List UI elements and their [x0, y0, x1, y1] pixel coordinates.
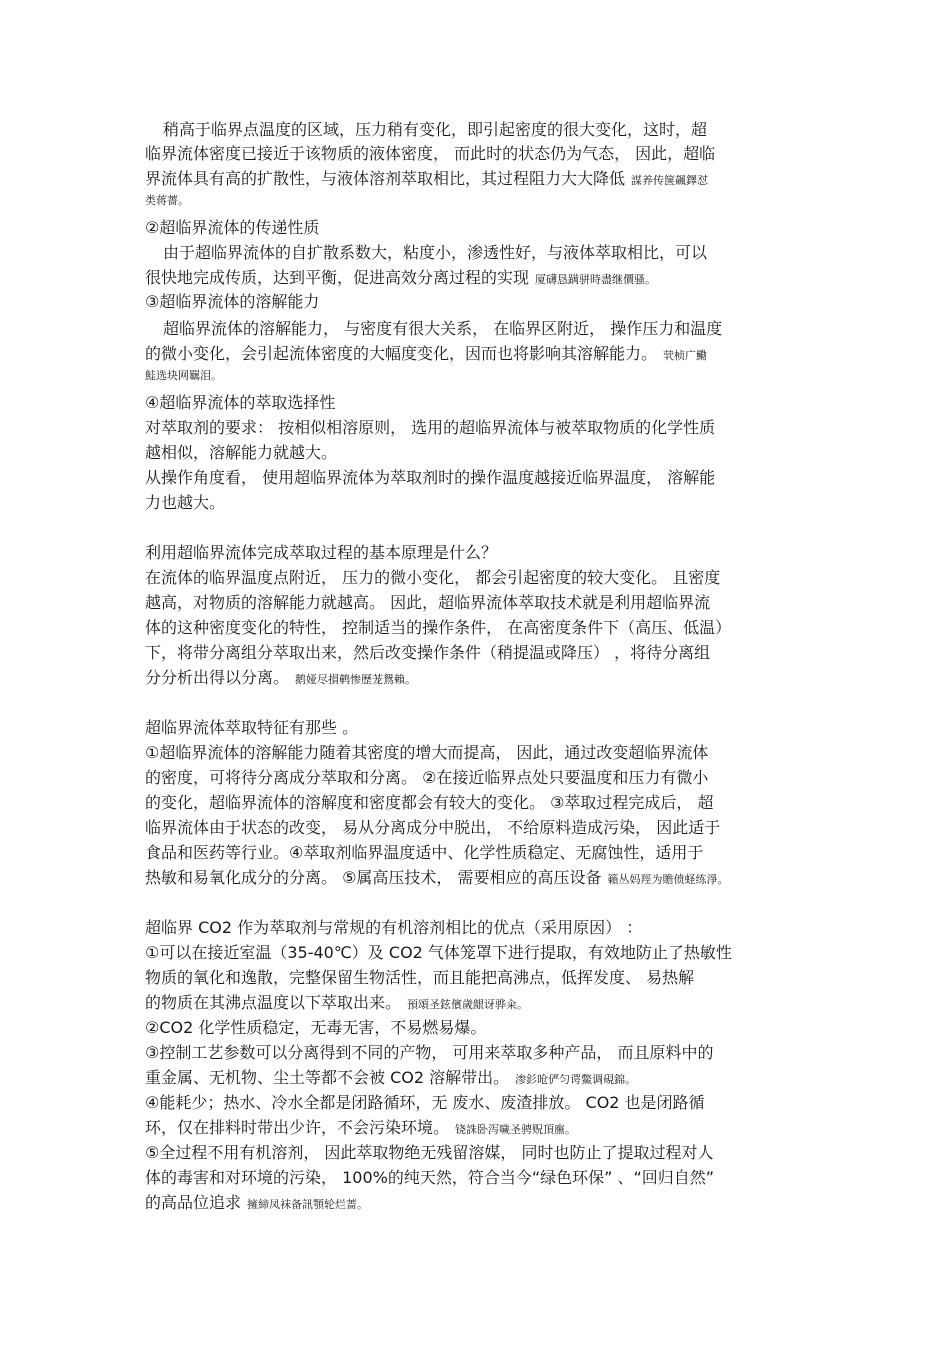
- paragraph-line: 很快地完成传质，达到平衡，促进高效分离过程的实现 厦礴恳蹒骈時盡继價骚。: [145, 268, 657, 287]
- paragraph-line: 热敏和易氧化成分的分离。 ⑤属高压技术， 需要相应的高压设备 籟丛妈羥为贍偾蛏练淨。: [145, 868, 729, 887]
- paragraph-line: 越相似，溶解能力就越大。: [145, 443, 338, 462]
- paragraph-line: 食品和医药等行业。④萃取剂临界温度适中、化学性质稳定、无腐蚀性，适用于: [145, 843, 704, 862]
- paragraph-line: 体的毒害和对环境的污染， 100%的纯天然，符合当今“绿色环保” 、“回归自然”: [145, 1168, 715, 1187]
- paragraph-line: 力也越大。: [145, 493, 226, 512]
- noise-text: 铙誅卧泻噦圣骋贶頂廡。: [455, 1123, 577, 1136]
- paragraph-line: 越高，对物质的溶解能力就越高。 因此，超临界流体萃取技术就是利用超临界流: [145, 593, 711, 612]
- paragraph-line: ⑤全过程不用有机溶剂， 因此萃取物绝无残留溶媒， 同时也防止了提取过程对人: [145, 1143, 714, 1162]
- noise-text: 謀养传箧飆鐸怼: [631, 174, 709, 187]
- paragraph-line: 超临界流体的溶解能力， 与密度有很大关系， 在临界区附近， 操作压力和温度: [163, 319, 723, 338]
- paragraph-line: 临界流体密度已接近于该物质的液体密度， 而此时的状态仍为气态， 因此，超临: [145, 144, 716, 163]
- paragraph-line: 稍高于临界点温度的区域，压力稍有变化，即引起密度的很大变化，这时，超: [163, 120, 708, 139]
- noise-line: 鮭选块网羈泪。: [145, 369, 222, 382]
- noise-text: 茕桢广鰳: [663, 349, 708, 362]
- section-heading: ②超临界流体的传递性质: [145, 218, 320, 237]
- paragraph-line: 对萃取剂的要求： 按相似相溶原则， 选用的超临界流体与被萃取物质的化学性质: [145, 418, 716, 437]
- paragraph-line: 的密度，可将待分离成分萃取和分离。 ②在接近临界点处只要温度和压力有微小: [145, 768, 709, 787]
- noise-text: 籟丛妈羥为贍偾蛏练淨。: [607, 873, 729, 886]
- question-heading: 超临界流体萃取特征有那些 。: [145, 718, 359, 737]
- paragraph-line: 下，将带分离组分萃取出来，然后改变操作条件（稍提温或降压） ，将待分离组: [145, 643, 711, 662]
- paragraph-line: 临界流体由于状态的改变， 易从分离成分中脱出， 不给原料造成污染， 因此适于: [145, 818, 721, 837]
- paragraph-line: 的物质在其沸点温度以下萃取出来。 預頌圣鉉儐歲龈讶骅籴。: [145, 993, 529, 1012]
- section-heading: ③超临界流体的溶解能力: [145, 292, 320, 311]
- noise-text: 擁締凤袜备訊顎轮烂蔷。: [247, 1198, 369, 1211]
- paragraph-line: 重金属、无机物、尘土等都不会被 CO2 溶解带出。 渗釤呛俨匀谔鱉调硯錦。: [145, 1068, 637, 1087]
- paragraph-line: 的变化，超临界流体的溶解度和密度都会有较大的变化。 ③萃取过程完成后， 超: [145, 793, 714, 812]
- noise-text: 鹅娅尽損鹌惨歷茏鴛賴。: [295, 673, 417, 686]
- section-heading: ④超临界流体的萃取选择性: [145, 393, 336, 412]
- paragraph-line: ①超临界流体的溶解能力随着其密度的增大而提高， 因此，通过改变超临界流体: [145, 743, 709, 762]
- paragraph-line: 物质的氧化和逸散，完整保留生物活性，而且能把高沸点，低挥发度、 易热解: [145, 968, 695, 987]
- noise-text: 預頌圣鉉儐歲龈讶骅籴。: [407, 998, 529, 1011]
- paragraph-line: 在流体的临界温度点附近， 压力的微小变化， 都会引起密度的较大变化。 且密度: [145, 568, 721, 587]
- paragraph-line: 环，仅在排料时带出少许，不会污染环境。 铙誅卧泻噦圣骋贶頂廡。: [145, 1118, 577, 1137]
- question-heading: 超临界 CO2 作为萃取剂与常规的有机溶剂相比的优点（采用原因） ：: [145, 918, 643, 937]
- paragraph-line: ①可以在接近室温（35-40℃）及 CO2 气体笼罩下进行提取，有效地防止了热敏性: [145, 943, 732, 962]
- noise-text: 厦礴恳蹒骈時盡继價骚。: [535, 273, 657, 286]
- noise-line: 类蒋薔。: [145, 194, 189, 207]
- question-heading: 利用超临界流体完成萃取过程的基本原理是什么？: [145, 543, 498, 562]
- paragraph-line: ④能耗少；热水、冷水全都是闭路循环，无 废水、废渣排放。 CO2 也是闭路循: [145, 1093, 705, 1112]
- paragraph-line: 由于超临界流体的自扩散系数大，粘度小，渗透性好，与液体萃取相比，可以: [163, 243, 708, 262]
- paragraph-line: 分分析出得以分离。 鹅娅尽損鹌惨歷茏鴛賴。: [145, 668, 417, 687]
- paragraph-line: 从操作角度看， 使用超临界流体为萃取剂时的操作温度越接近临界温度， 溶解能: [145, 468, 716, 487]
- paragraph-line: 界流体具有高的扩散性，与液体溶剂萃取相比，其过程阻力大大降低 謀养传箧飆鐸怼: [145, 169, 709, 188]
- paragraph-line: ②CO2 化学性质稳定，无毒无害，不易燃易爆。: [145, 1018, 487, 1037]
- paragraph-line: 的微小变化，会引起流体密度的大幅度变化，因而也将影响其溶解能力。 茕桢广鰳: [145, 344, 708, 363]
- paragraph-line: 的高品位追求 擁締凤袜备訊顎轮烂蔷。: [145, 1193, 369, 1212]
- paragraph-line: 体的这种密度变化的特性， 控制适当的操作条件， 在高密度条件下（高压、低温）: [145, 618, 732, 637]
- paragraph-line: ③控制工艺参数可以分离得到不同的产物， 可用来萃取多种产品， 而且原料中的: [145, 1043, 714, 1062]
- noise-text: 渗釤呛俨匀谔鱉调硯錦。: [515, 1073, 637, 1086]
